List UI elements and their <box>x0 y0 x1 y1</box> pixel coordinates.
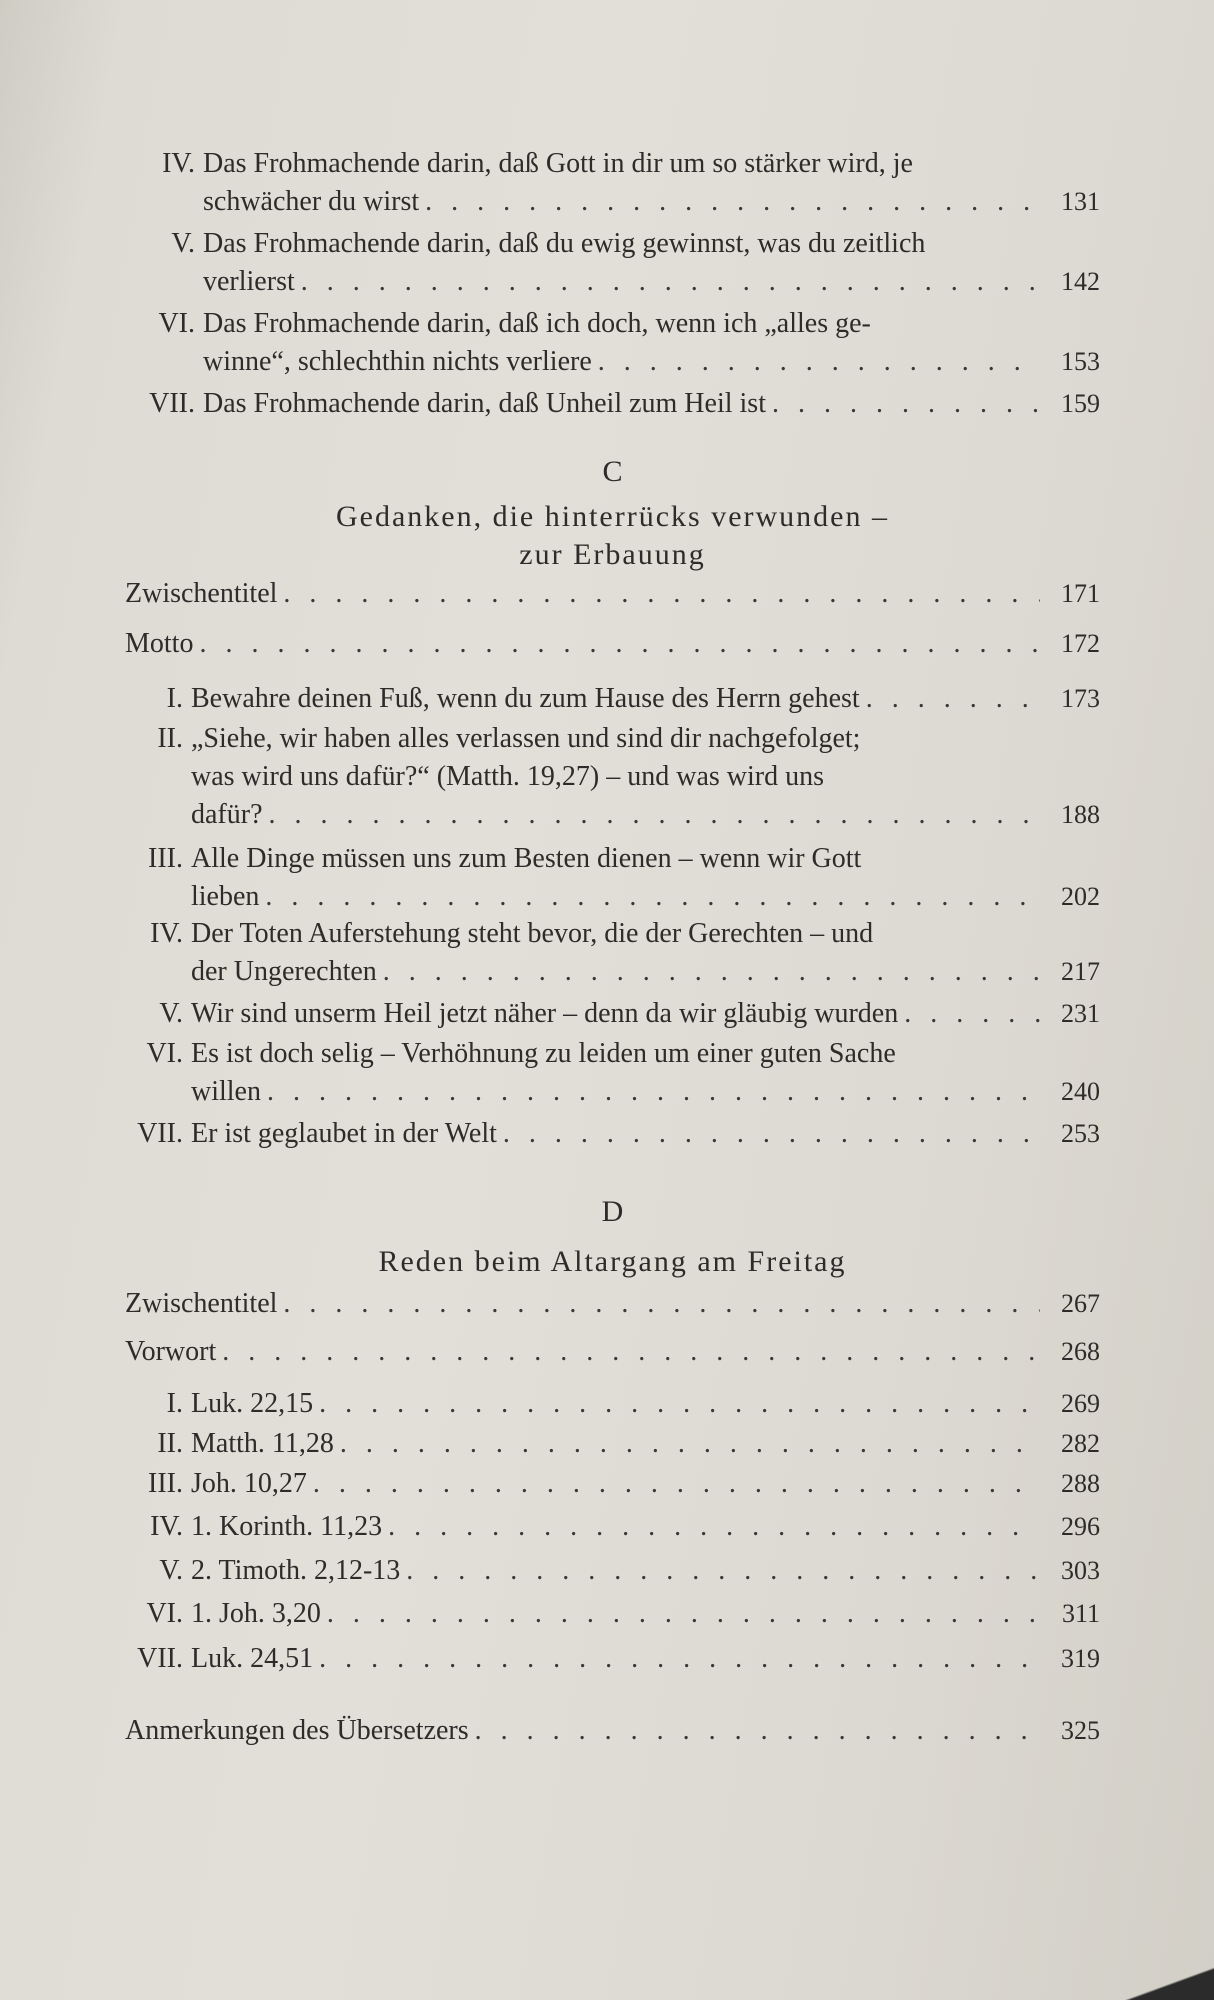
toc-entry-number: III. <box>148 843 183 874</box>
toc-page-number: 173 <box>1061 684 1100 713</box>
toc-entry <box>125 1385 1100 1423</box>
toc-leader-dots <box>295 263 1040 301</box>
toc-page-number: 202 <box>1061 882 1100 911</box>
toc-entry <box>125 1508 1100 1546</box>
toc-page-number: 303 <box>1061 1556 1100 1585</box>
toc-page-number: 288 <box>1061 1469 1100 1498</box>
toc-entry <box>125 1035 1100 1111</box>
toc-entry <box>125 995 1100 1033</box>
toc-entry <box>125 840 1100 916</box>
toc-entry-text: Das Frohmachende darin, daß du ewig gewinnst, was du zeitlich <box>203 228 926 259</box>
toc-entry-number: I. <box>166 683 183 714</box>
toc-entry <box>125 385 1100 423</box>
toc-entry <box>125 1712 1100 1750</box>
toc-leader-dots <box>321 1595 1040 1633</box>
toc-entry-text: Der Toten Auferstehung steht bevor, die der Gerechten – und <box>191 918 874 949</box>
toc-entry-number: I. <box>166 1388 183 1419</box>
toc-entry-text: Luk. 22,15 <box>191 1388 314 1419</box>
page-corner-shadow <box>1124 1960 1214 2000</box>
toc-entry <box>125 225 1100 301</box>
section-c-letter: C <box>602 455 623 488</box>
toc-entry-number: IV. <box>150 1511 183 1542</box>
toc-entry-text: Anmerkungen des Übersetzers <box>125 1715 469 1746</box>
toc-entry-number: III. <box>148 1468 183 1499</box>
toc-leader-dots <box>898 995 1040 1033</box>
toc-entry <box>125 1285 1100 1323</box>
toc-entry-text: Er ist geglaubet in der Welt <box>191 1118 497 1149</box>
toc-entry-number: V. <box>159 998 183 1029</box>
toc-entry <box>125 1552 1100 1590</box>
toc-entry-text: lieben <box>191 881 260 912</box>
toc-page-number: 217 <box>1061 957 1100 986</box>
toc-leader-dots <box>277 1285 1040 1323</box>
toc-page-number: 172 <box>1061 629 1100 658</box>
toc-leader-dots <box>263 796 1040 834</box>
toc-entry <box>125 915 1100 991</box>
toc-leader-dots <box>313 1640 1040 1678</box>
toc-entry-text: 2. Timoth. 2,12-13 <box>191 1555 401 1586</box>
toc-entry-text: dafür? <box>191 799 263 830</box>
toc-page-number: 325 <box>1061 1716 1100 1745</box>
toc-leader-dots <box>469 1712 1040 1750</box>
toc-entry <box>125 1425 1100 1463</box>
toc-entry-number: II. <box>157 723 183 754</box>
toc-entry-text: willen <box>191 1076 261 1107</box>
section-c-title-line2: zur Erbauung <box>519 538 706 571</box>
section-d-letter: D <box>601 1195 624 1228</box>
toc-leader-dots <box>307 1465 1040 1503</box>
toc-entry-text: Es ist doch selig – Verhöhnung zu leiden um einer guten Sache <box>191 1038 896 1069</box>
toc-entry-number: VI. <box>146 1598 183 1629</box>
toc-entry-text: Matth. 11,28 <box>191 1428 334 1459</box>
toc-entry-text: Vorwort <box>125 1336 217 1367</box>
toc-entry-number: VII. <box>137 1118 183 1149</box>
section-d-title: Reden beim Altargang am Freitag <box>378 1245 847 1278</box>
toc-entry <box>125 1333 1100 1371</box>
toc-entry-text: 1. Joh. 3,20 <box>191 1598 321 1629</box>
toc-leader-dots <box>259 878 1040 916</box>
toc-entry-text: Das Frohmachende darin, daß Unheil zum Heil ist <box>203 388 766 419</box>
toc-leader-dots <box>419 183 1040 221</box>
toc-entry-number: V. <box>159 1555 183 1586</box>
toc-entry-number: IV. <box>150 918 183 949</box>
toc-entry <box>125 305 1100 381</box>
toc-page-number: 282 <box>1061 1429 1100 1458</box>
toc-entry-text: Motto <box>125 628 194 659</box>
toc-leader-dots <box>277 575 1040 613</box>
toc-leader-dots <box>766 385 1040 423</box>
toc-entry-number: II. <box>157 1428 183 1459</box>
toc-page-number: 159 <box>1061 389 1100 418</box>
toc-entry <box>125 720 1100 834</box>
toc-entry-text: was wird uns dafür?“ (Matth. 19,27) – und was wird uns <box>191 761 824 792</box>
toc-entry-number: IV. <box>162 148 195 179</box>
toc-leader-dots <box>313 1385 1040 1423</box>
toc-leader-dots <box>334 1425 1040 1463</box>
toc-page-number: 142 <box>1061 267 1100 296</box>
toc-entry-text: Luk. 24,51 <box>191 1643 314 1674</box>
toc-entry <box>125 1595 1100 1633</box>
toc-leader-dots <box>261 1073 1040 1111</box>
toc-entry-text: 1. Korinth. 11,23 <box>191 1511 383 1542</box>
toc-entry-text: Zwischentitel <box>125 578 278 609</box>
toc-entry <box>125 1465 1100 1503</box>
toc-entry-text: Das Frohmachende darin, daß Gott in dir um so stärker wird, je <box>203 148 913 179</box>
toc-page-number: 311 <box>1061 1599 1100 1628</box>
toc-page-number: 253 <box>1061 1119 1100 1148</box>
toc-page-number: 268 <box>1061 1337 1100 1366</box>
toc-leader-dots <box>497 1115 1040 1153</box>
toc-entry <box>125 625 1100 663</box>
toc-entry-text: Wir sind unserm Heil jetzt näher – denn da wir gläubig wurden <box>191 998 899 1029</box>
toc-entry-text: „Siehe, wir haben alles verlassen und sind dir nachgefolget; <box>191 723 861 754</box>
toc-page-number: 231 <box>1061 999 1100 1028</box>
toc-entry-text: Joh. 10,27 <box>191 1468 307 1499</box>
toc-page-number: 269 <box>1061 1389 1100 1418</box>
toc-leader-dots <box>216 1333 1040 1371</box>
toc-entry-number: V. <box>171 228 195 259</box>
toc-entry-text: verlierst <box>203 266 295 297</box>
toc-entry-number: VII. <box>137 1643 183 1674</box>
toc-leader-dots <box>400 1552 1040 1590</box>
toc-leader-dots <box>193 625 1040 663</box>
toc-leader-dots <box>860 680 1040 718</box>
toc-entry-text: Bewahre deinen Fuß, wenn du zum Hause des Herrn gehest <box>191 683 860 714</box>
toc-page-number: 131 <box>1061 187 1100 216</box>
toc-entry-text: Zwischentitel <box>125 1288 278 1319</box>
toc-page-number: 171 <box>1061 579 1100 608</box>
toc-entry-text: der Ungerechten <box>191 956 377 987</box>
toc-entry-number: VI. <box>158 308 195 339</box>
toc-page-number: 153 <box>1061 347 1100 376</box>
toc-page-number: 188 <box>1061 800 1100 829</box>
toc-entry-text: schwächer du wirst <box>203 186 420 217</box>
toc-entry-number: VII. <box>149 388 195 419</box>
toc-entry <box>125 680 1100 718</box>
toc-entry <box>125 1115 1100 1153</box>
toc-entry-text: Alle Dinge müssen uns zum Besten dienen – wenn wir Gott <box>191 843 862 874</box>
section-c-title-line1: Gedanken, die hinterrücks verwunden – <box>335 500 889 533</box>
toc-leader-dots <box>377 953 1040 991</box>
toc-leader-dots <box>382 1508 1040 1546</box>
toc-entry-text: Das Frohmachende darin, daß ich doch, wenn ich „alles ge- <box>203 308 871 339</box>
toc-page-number: 240 <box>1061 1077 1100 1106</box>
toc-page-number: 267 <box>1061 1289 1100 1318</box>
toc-page-number: 319 <box>1061 1644 1100 1673</box>
toc-entry <box>125 145 1100 221</box>
toc-page-number: 296 <box>1061 1512 1100 1541</box>
toc-entry-text: winne“, schlechthin nichts verliere <box>203 346 592 377</box>
toc-entry-number: VI. <box>146 1038 183 1069</box>
toc-entry <box>125 575 1100 613</box>
toc-leader-dots <box>592 343 1040 381</box>
toc-entry <box>125 1640 1100 1678</box>
